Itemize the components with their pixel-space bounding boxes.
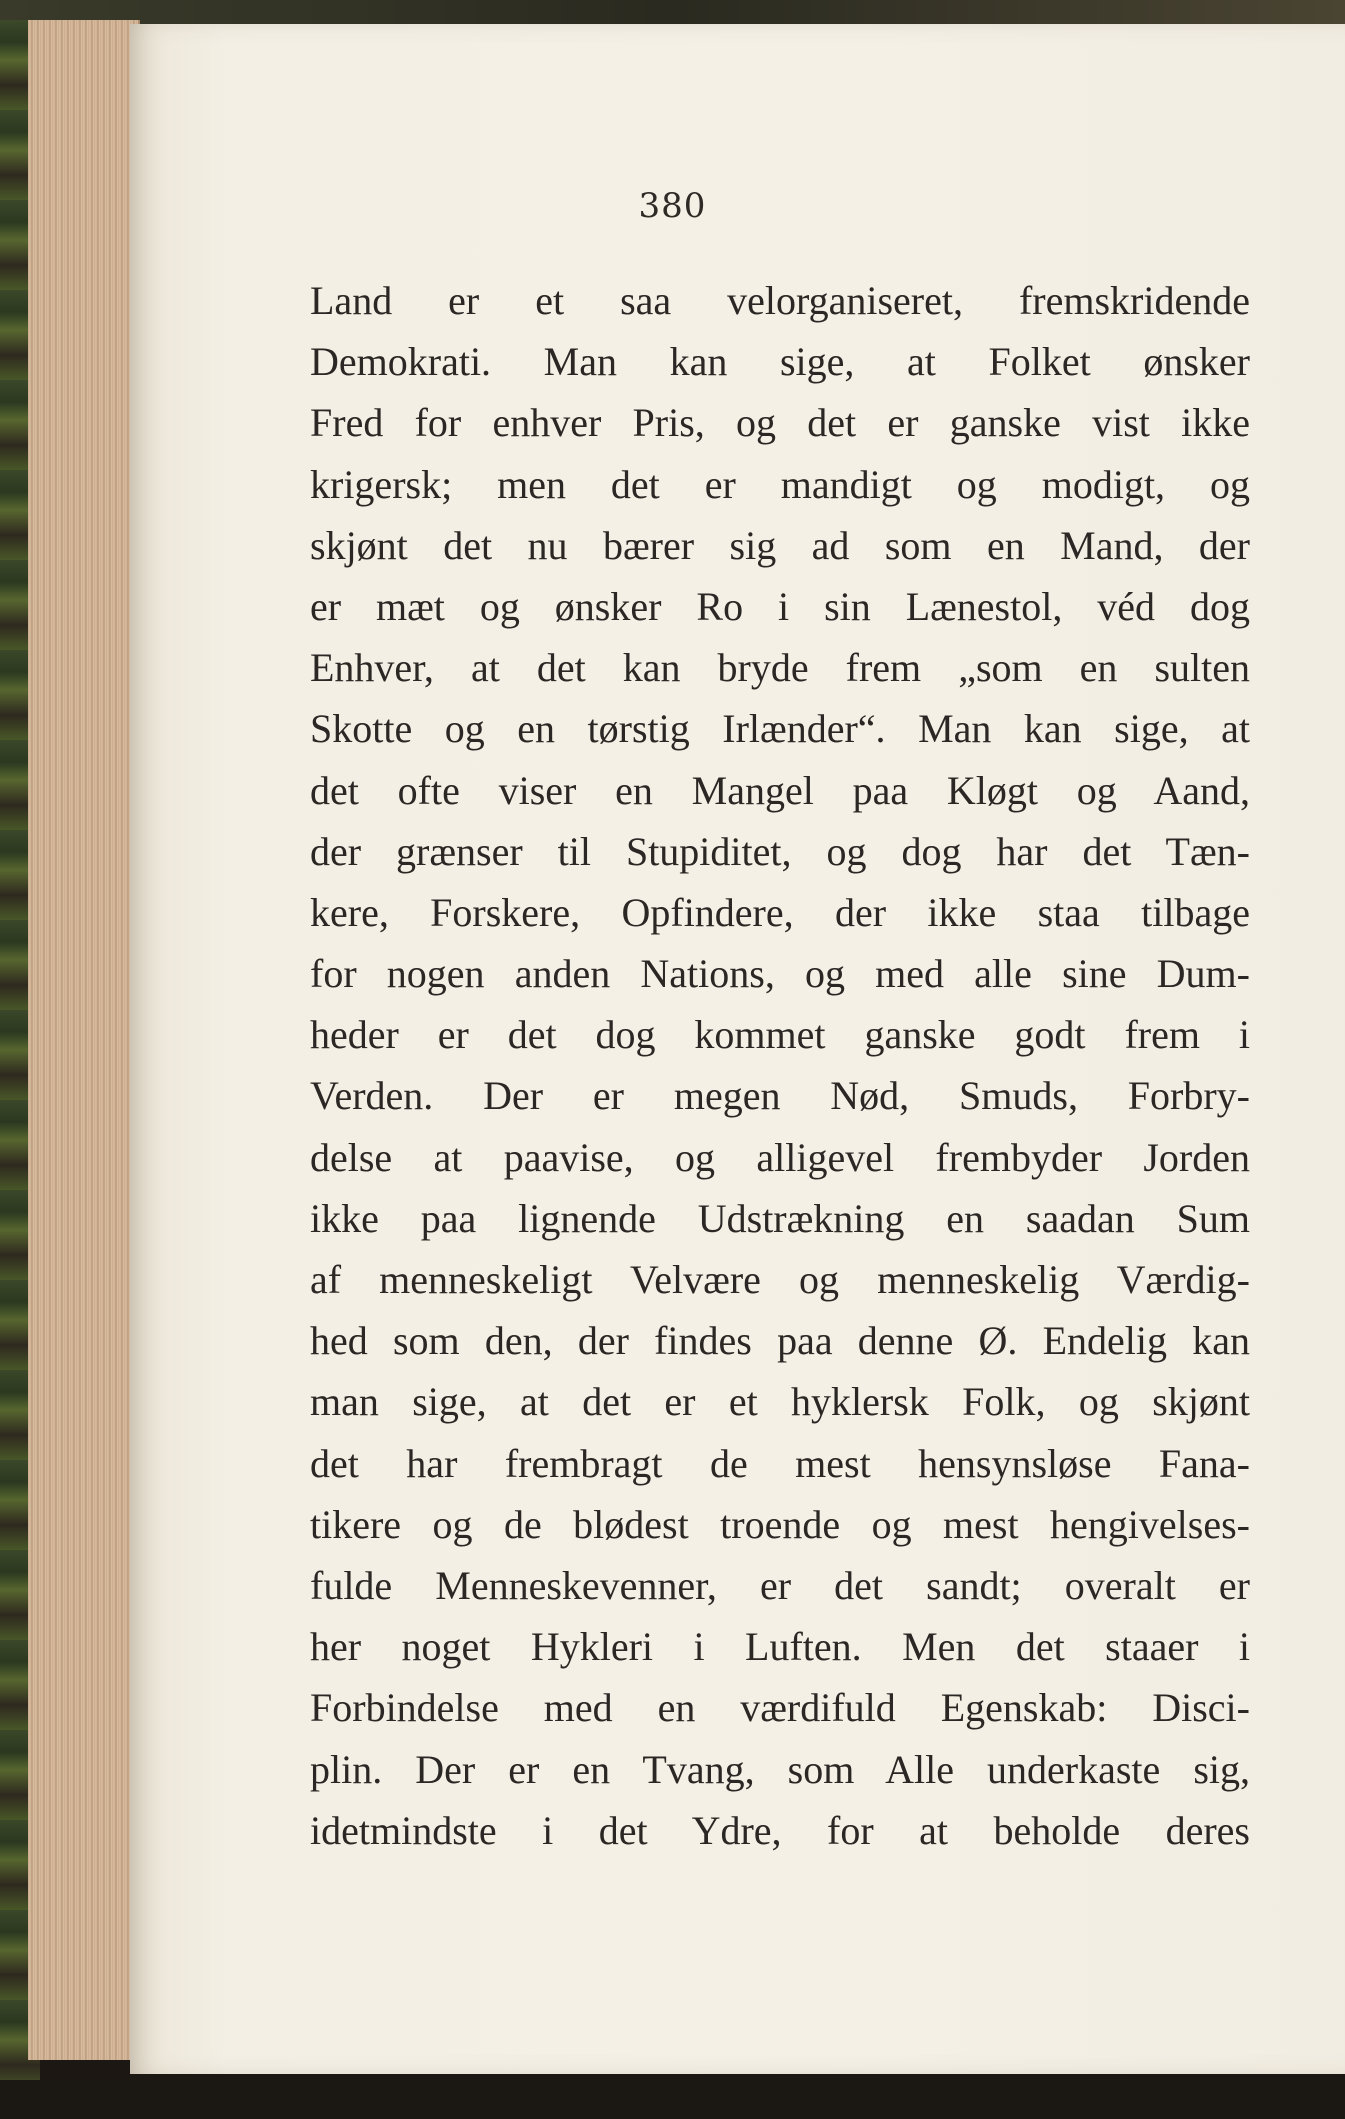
text-line: heder er det dog kommet ganske godt frem i <box>310 1012 1250 1058</box>
text-line: Verden. Der er megen Nød, Smuds, Forbry- <box>310 1073 1250 1119</box>
text-line: Land er et saa velorganiseret, fremskridende <box>310 278 1250 323</box>
book-top-edge <box>0 0 1345 26</box>
text-line: for nogen anden Nations, og med alle sine Dum- <box>310 951 1250 997</box>
text-line: Skotte og en tørstig Irlænder“. Man kan sige, at <box>310 706 1250 752</box>
text-line: Demokrati. Man kan sige, at Folket ønsker <box>310 339 1250 385</box>
text-line: skjønt det nu bærer sig ad som en Mand, der <box>310 522 1250 568</box>
text-line: krigersk; men det er mandigt og modigt, og <box>310 461 1250 507</box>
text-line: kere, Forskere, Opfindere, der ikke staa tilbage <box>310 889 1250 935</box>
text-line: Fred for enhver Pris, og det er ganske vist ikke <box>310 400 1250 446</box>
text-line: det har frembragt de mest hensynsløse Fana- <box>310 1440 1250 1486</box>
text-line: idetmindste i det Ydre, for at beholde deres <box>310 1807 1250 1853</box>
text-line: delse at paavise, og alligevel frembyder Jorden <box>310 1134 1250 1180</box>
text-line: hed som den, der findes paa denne Ø. Endelig kan <box>310 1318 1250 1364</box>
text-line: fulde Menneskevenner, er det sandt; overalt er <box>310 1562 1250 1608</box>
page-stack-edge <box>28 20 140 2060</box>
text-line: det ofte viser en Mangel paa Kløgt og Aand, <box>310 767 1250 813</box>
text-line: der grænser til Stupiditet, og dog har det Tæn- <box>310 828 1250 874</box>
body-text <box>310 270 1250 1861</box>
text-line: Forbindelse med en værdifuld Egenskab: Disci- <box>310 1685 1250 1731</box>
text-line: ikke paa lignende Udstrækning en saadan Sum <box>310 1195 1250 1241</box>
text-line: af menneskeligt Velvære og menneskelig Værdig- <box>310 1257 1250 1302</box>
text-line: man sige, at det er et hyklersk Folk, og skjønt <box>310 1379 1250 1425</box>
text-line: her noget Hykleri i Luften. Men det staaer i <box>310 1624 1250 1670</box>
text-line: tikere og de blødest troende og mest hengivelses- <box>310 1501 1250 1547</box>
page-number: 380 <box>638 186 707 226</box>
text-line: Enhver, at det kan bryde frem „som en sulten <box>310 645 1250 691</box>
text-line: plin. Der er en Tvang, som Alle underkaste sig, <box>310 1746 1250 1792</box>
text-line: er mæt og ønsker Ro i sin Lænestol, véd dog <box>310 583 1250 629</box>
